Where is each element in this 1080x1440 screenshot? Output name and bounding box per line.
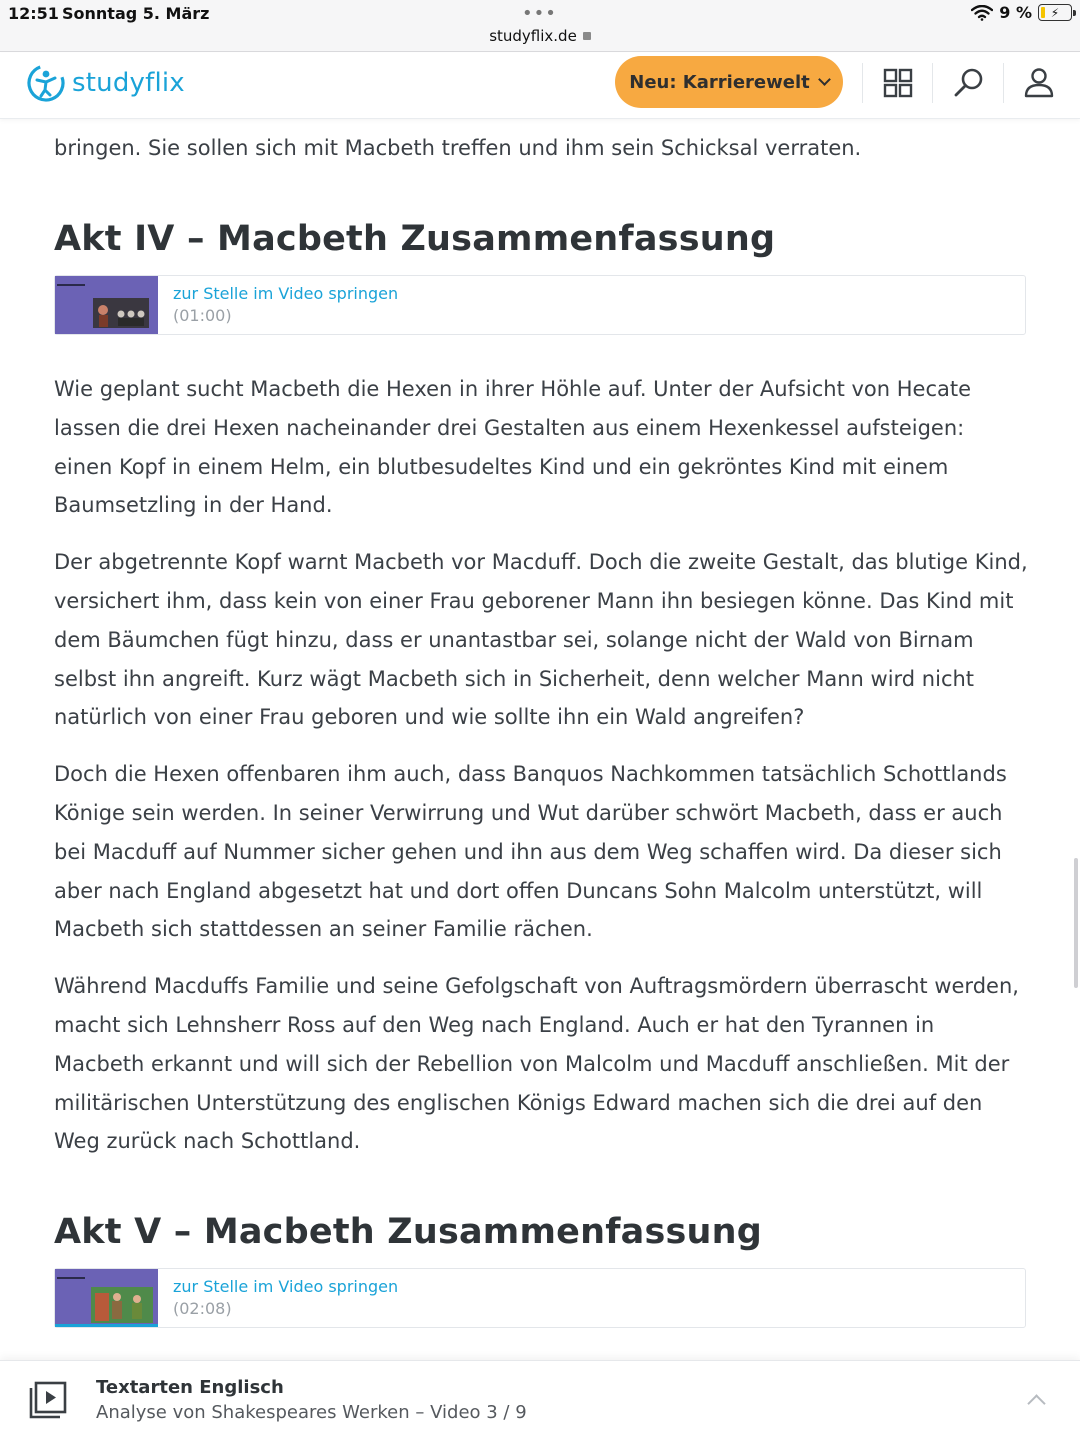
playlist-bar[interactable] — [0, 1360, 1080, 1440]
logo-text: studyflix — [72, 68, 185, 98]
playlist-icon — [28, 1380, 68, 1420]
paragraph: Während Macduffs Familie und seine Gefolgschaft von Auftragsmördern überrascht werden, macht sich Lehnsherr Ross auf den Weg nach England. Auch er hat den Tyrannen in Macbeth erkannt und will sich der Rebellion von Malcolm und Macduff anschließen. Mit der militärischen Unterstützung des englischen Königs Edward machen sich die drei auf den Weg zurück nach Schottland. — [54, 974, 1019, 1154]
battery-percent: 9 % — [999, 3, 1032, 22]
logo[interactable] — [26, 63, 185, 103]
intro-text: bringen. Sie sollen sich mit Macbeth treffen und ihm sein Schicksal verraten. — [54, 136, 862, 160]
header-divider — [1003, 63, 1004, 103]
lock-icon — [583, 32, 591, 40]
video-jump-card-akt-4[interactable] — [54, 275, 1026, 335]
video-timestamp: (01:00) — [173, 306, 232, 325]
section-body-akt-4 — [54, 370, 1029, 1161]
site-header — [0, 53, 1080, 119]
user-icon[interactable] — [1021, 65, 1057, 101]
video-timestamp: (02:08) — [173, 1299, 232, 1318]
section-heading-akt-5: Akt V – Macbeth Zusammenfassung — [54, 1212, 762, 1252]
paragraph: Wie geplant sucht Macbeth die Hexen in ihrer Höhle auf. Unter der Aufsicht von Hecate lassen die drei Hexen nacheinander drei Gestalten aus einem Hexenkessel aufsteigen: einen Kopf in einem Helm, ein blutbesudeltes Kind und ein gekröntes Kind mit einem Baumsetzling in der Hand. — [54, 377, 972, 518]
header-divider — [862, 63, 863, 103]
section-heading-akt-4: Akt IV – Macbeth Zusammenfassung — [54, 219, 776, 259]
grid-icon[interactable] — [880, 65, 916, 101]
page-scrollbar[interactable] — [1074, 858, 1078, 988]
playlist-subtitle: Analyse von Shakespeares Werken – Video 3 / 9 — [96, 1402, 527, 1423]
video-jump-card-akt-5[interactable] — [54, 1268, 1026, 1328]
thumbnail-scene-icon — [55, 1269, 158, 1327]
status-indicators — [971, 3, 1072, 22]
jump-to-video-link[interactable]: zur Stelle im Video springen — [173, 1277, 399, 1296]
status-time: 12:51 — [8, 4, 59, 23]
paragraph: Der abgetrennte Kopf warnt Macbeth vor Macduff. Doch die zweite Gestalt, das blutige Kind, versichert ihm, dass kein von einer Frau geborener Mann ihn besiegen könne. Das Kind mit dem Bäumchen fügt hinzu, dass er unantastbar sei, solange nicht der Wald von Birnam selbst ihn angreift. Kurz wägt Macbeth sich in Sicherheit, denn welcher Mann wird nicht natürlich von einer Frau geboren und wie sollte ihn ein Wald angreifen? — [54, 550, 1028, 730]
status-bar — [0, 0, 1080, 52]
thumbnail-scene-icon — [55, 276, 158, 334]
chevron-up-icon[interactable] — [1027, 1394, 1045, 1412]
status-date: Sonntag 5. März — [62, 4, 210, 23]
paragraph: Doch die Hexen offenbaren ihm auch, dass Banquos Nachkommen tatsächlich Schottlands Könige sein werden. In seiner Verwirrung und Wut darüber schwört Macbeth, dass er auch bei Macduff auf Nummer sicher gehen und ihn aus dem Weg schaffen wird. Da dieser sich aber nach England abgesetzt hat und dort offen Duncans Sohn Malcolm unterstützt, will Macbeth sich stattdessen an seiner Familie rächen. — [54, 762, 1007, 942]
url-text: studyflix.de — [489, 27, 577, 45]
address-bar[interactable] — [0, 27, 1080, 45]
search-icon[interactable] — [951, 65, 987, 101]
karrierewelt-button[interactable] — [615, 56, 843, 108]
studyflix-logo-icon — [26, 63, 66, 103]
jump-to-video-link[interactable]: zur Stelle im Video springen — [173, 284, 399, 303]
karrierewelt-label: Neu: Karrierewelt — [629, 71, 810, 93]
more-dots-icon[interactable]: ••• — [522, 3, 557, 24]
wifi-icon — [971, 5, 993, 21]
video-thumbnail[interactable] — [55, 1269, 158, 1327]
battery-icon: ⚡ — [1038, 4, 1072, 21]
header-divider — [932, 63, 933, 103]
chevron-down-icon — [818, 73, 831, 86]
playlist-title: Textarten Englisch — [96, 1377, 284, 1398]
video-thumbnail[interactable] — [55, 276, 158, 334]
thumbnail-progress — [55, 1324, 158, 1327]
